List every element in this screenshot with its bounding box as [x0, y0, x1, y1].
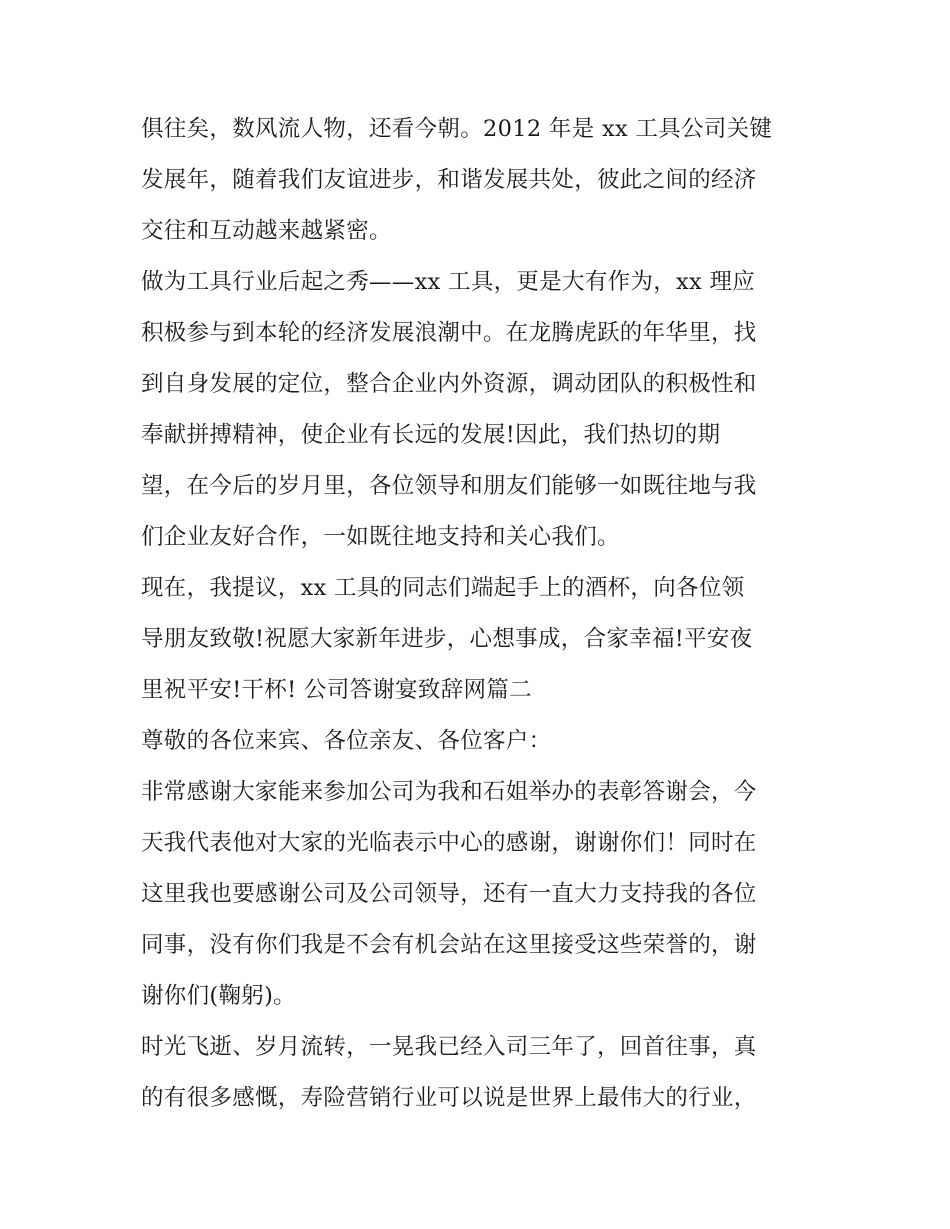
text-line: 这里我也要感谢公司及公司领导，还有一直大力支持我的各位: [141, 881, 757, 907]
text-line: 时光飞逝、岁月流转，一晃我已经入司三年了，回首往事，真: [141, 1034, 757, 1060]
text-line: 导朋友致敬!祝愿大家新年进步，心想事成，合家幸福!平安夜: [141, 626, 753, 652]
text-line: 现在，我提议，xx 工具的同志们端起手上的酒杯，向各位领: [141, 575, 745, 601]
text-line: 的有很多感慨，寿险营销行业可以说是世界上最伟大的行业，: [141, 1085, 757, 1111]
document-body: [141, 104, 821, 1124]
text-line: 积极参与到本轮的经济发展浪潮中。在龙腾虎跃的年华里，找: [141, 320, 757, 346]
text-line: 到自身发展的定位，整合企业内外资源，调动团队的积极性和: [141, 371, 757, 397]
text-line: 们企业友好合作，一如既往地支持和关心我们。: [141, 524, 620, 550]
text-line: 奉献拼搏精神，使企业有长远的发展!因此，我们热切的期: [141, 422, 721, 448]
text-line: 同事，没有你们我是不会有机会站在这里接受这些荣誉的，谢: [141, 932, 757, 958]
text-line: 发展年，随着我们友谊进步，和谐发展共处，彼此之间的经济: [141, 167, 757, 193]
text-line: 里祝平安!干杯! 公司答谢宴致辞网篇二: [141, 677, 532, 703]
text-line: 俱往矣，数风流人物，还看今朝。2012 年是 xx 工具公司关键: [141, 116, 773, 142]
text-line: 谢你们(鞠躬)。: [141, 983, 296, 1009]
text-line: 望，在今后的岁月里，各位领导和朋友们能够一如既往地与我: [141, 473, 757, 499]
text-line: 非常感谢大家能来参加公司为我和石姐举办的表彰答谢会，今: [141, 779, 757, 805]
text-line: 天我代表他对大家的光临表示中心的感谢，谢谢你们！同时在: [141, 830, 757, 856]
text-line: 做为工具行业后起之秀——xx 工具，更是大有作为，xx 理应: [141, 269, 756, 295]
text-line: 交往和互动越来越紧密。: [141, 218, 392, 244]
text-line: 尊敬的各位来宾、各位亲友、各位客户：: [141, 728, 552, 754]
